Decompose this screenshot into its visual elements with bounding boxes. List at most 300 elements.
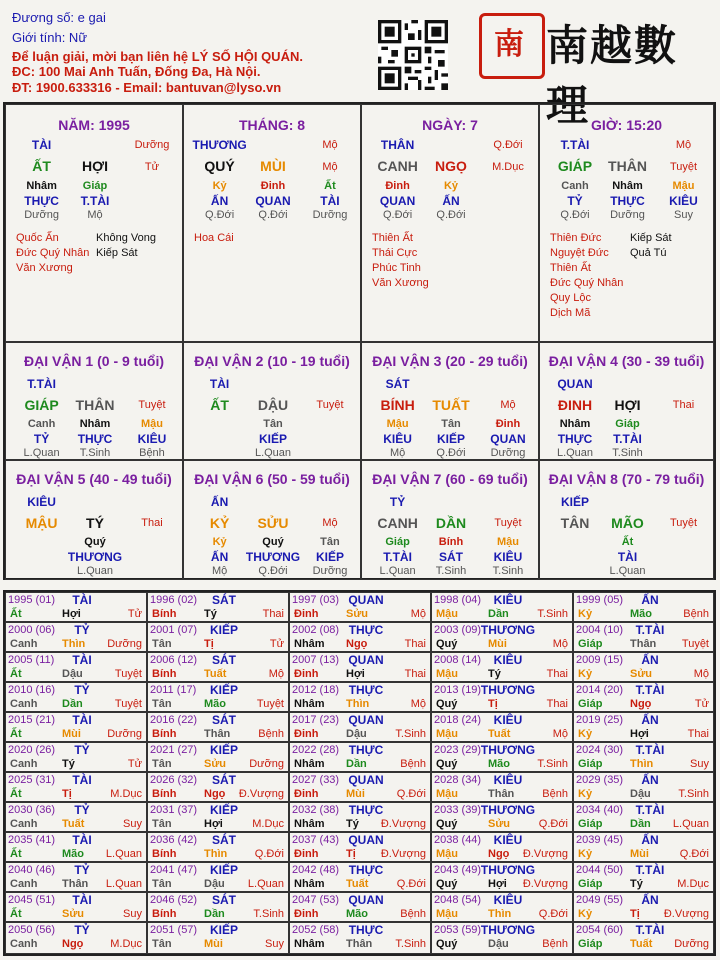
- decade-hidden-star: KIẾP: [315, 550, 344, 564]
- year-label: 2012 (18): [292, 684, 340, 696]
- year-phase: Đ.Vượng: [663, 908, 709, 920]
- hidden-stage: Q.Đới: [204, 209, 235, 221]
- year-star: ẤN: [641, 773, 659, 787]
- year-phase: Đ.Vượng: [380, 848, 426, 860]
- hidden-stem: Kỷ: [443, 180, 459, 192]
- year-stem: Bính: [152, 788, 177, 800]
- year-label: 2003 (09): [434, 624, 482, 636]
- year-star: THỰC: [348, 683, 384, 697]
- year-cell: [5, 892, 147, 922]
- year-branch: Dần: [62, 698, 83, 710]
- year-branch: Ngọ: [346, 638, 368, 650]
- year-star: THƯƠNG: [480, 683, 536, 697]
- year-phase: Tuyệt: [114, 698, 142, 710]
- year-phase: Q.Đới: [679, 848, 709, 860]
- decade-hidden-stem: Mậu: [386, 418, 409, 430]
- year-phase: Thai: [546, 668, 568, 680]
- year-label: 2031 (37): [150, 804, 198, 816]
- year-cell: [147, 862, 289, 892]
- year-label: 2006 (12): [150, 654, 198, 666]
- year-star: QUAN: [348, 893, 384, 907]
- decade-hidden-star: SÁT: [439, 550, 463, 564]
- year-star: KIÊU: [493, 833, 523, 847]
- year-cell: [5, 742, 147, 772]
- qr-code-icon[interactable]: [378, 20, 448, 90]
- year-branch: Thân: [62, 878, 89, 890]
- decade-hidden-stage: Mộ: [211, 565, 228, 577]
- year-label: 2018 (24): [434, 714, 482, 726]
- year-label: 2020 (26): [8, 744, 56, 756]
- year-stem: Mậu: [436, 668, 458, 680]
- year-label: 2050 (56): [8, 924, 56, 936]
- decade-hidden-star: KIẾP: [258, 432, 288, 446]
- decade-title: ĐẠI VẬN 2 (10 - 19 tuổi): [194, 353, 350, 369]
- year-branch: Ngọ: [488, 848, 510, 860]
- year-phase: Tử: [694, 698, 709, 710]
- decade-title: ĐẠI VẬN 3 (20 - 29 tuổi): [372, 353, 528, 369]
- year-star: TÀI: [72, 893, 92, 907]
- decade-hidden-stem: Mậu: [496, 536, 519, 548]
- year-label: 2032 (38): [292, 804, 340, 816]
- year-star: TÀI: [72, 773, 92, 787]
- decade-hidden-stem: Quý: [262, 536, 284, 548]
- year-stem: Giáp: [578, 638, 603, 650]
- decade-hidden-stem: Nhâm: [79, 418, 111, 430]
- decade-hidden-stem: Kỷ: [212, 536, 227, 548]
- year-stem: Canh: [10, 818, 38, 830]
- year-star: TÀI: [72, 653, 92, 667]
- decade-hidden-stage: Bệnh: [139, 447, 165, 459]
- year-label: 2048 (54): [434, 894, 482, 906]
- year-cell: [5, 862, 147, 892]
- year-star: KIÊU: [493, 893, 523, 907]
- life-stage: M.Dục: [492, 161, 524, 173]
- phone-email[interactable]: ĐT: 1900.633316 - Email: bantuvan@lyso.vn: [12, 80, 282, 95]
- year-cell: [289, 802, 431, 832]
- year-stem: Đinh: [294, 608, 319, 620]
- main-chart-grid: [3, 102, 716, 580]
- year-branch: Mùi: [346, 788, 365, 800]
- year-stem: Bính: [152, 908, 177, 920]
- decade-hidden-stage: L.Quan: [556, 447, 594, 459]
- decade-luck-cell: [539, 460, 714, 580]
- year-stem: Canh: [10, 698, 38, 710]
- year-cell: [431, 772, 573, 802]
- year-star: QUAN: [348, 773, 384, 787]
- life-stage: Tuyệt: [669, 161, 698, 173]
- decade-luck-cell: [5, 460, 183, 580]
- decade-phase: Tuyệt: [316, 399, 344, 411]
- year-label: 2040 (46): [8, 864, 56, 876]
- decade-hidden-stage: L.Quan: [379, 565, 416, 577]
- life-stage: Mộ: [322, 161, 338, 173]
- decade-phase: Thai: [141, 517, 163, 529]
- year-label: 2039 (45): [576, 834, 624, 846]
- year-cell: [289, 832, 431, 862]
- address: ĐC: 100 Mai Anh Tuấn, Đống Đa, Hà Nội.: [12, 64, 261, 79]
- heavenly-stem: ẤT: [32, 158, 51, 174]
- year-phase: L.Quan: [105, 878, 142, 890]
- year-phase: Bệnh: [258, 728, 284, 740]
- year-stem: Kỷ: [578, 908, 593, 920]
- decade-hidden-stage: L.Quan: [254, 447, 292, 459]
- decade-hidden-star: T.TÀI: [383, 550, 412, 564]
- year-stem: Mậu: [436, 908, 458, 920]
- year-phase: L.Quan: [247, 878, 284, 890]
- year-label: 2004 (10): [576, 624, 624, 636]
- year-label: 2045 (51): [8, 894, 56, 906]
- hidden-stage: Dưỡng: [610, 209, 645, 221]
- year-phase: Dưỡng: [107, 638, 142, 650]
- year-star: SÁT: [212, 773, 236, 787]
- year-star: ẤN: [641, 893, 659, 907]
- year-cell: [289, 742, 431, 772]
- decade-phase: Mộ: [500, 399, 516, 411]
- decade-stem: ĐINH: [557, 397, 593, 413]
- decade-hidden-stem: Tân: [320, 536, 340, 548]
- pillar-cell: [361, 104, 539, 342]
- decade-stem: BÍNH: [380, 397, 415, 413]
- year-cell: [5, 832, 147, 862]
- year-star: ẤN: [641, 833, 659, 847]
- year-label: 2024 (30): [576, 744, 624, 756]
- year-label: 2029 (35): [576, 774, 624, 786]
- hidden-stem: Kỷ: [212, 180, 227, 192]
- year-phase: T.Sinh: [395, 938, 426, 950]
- year-label: 2037 (43): [292, 834, 340, 846]
- year-label: 2005 (11): [8, 654, 55, 666]
- year-star: T.TÀI: [635, 803, 665, 817]
- year-cell: [431, 682, 573, 712]
- decade-hidden-stem: Tân: [441, 418, 461, 430]
- hidden-stem: Nhâm: [612, 180, 643, 192]
- year-star: TỶ: [74, 743, 90, 757]
- year-cell: [431, 832, 573, 862]
- decade-hidden-stage: T.Sinh: [612, 447, 643, 459]
- year-phase: Q.Đới: [396, 788, 426, 800]
- year-label: 2000 (06): [8, 624, 56, 636]
- year-label: 2052 (58): [292, 924, 340, 936]
- year-cell: [431, 712, 573, 742]
- decade-hidden-stem: Giáp: [615, 418, 640, 430]
- year-star: KIÊU: [493, 593, 523, 607]
- year-branch: Dần: [346, 758, 367, 770]
- year-label: 2013 (19): [434, 684, 482, 696]
- year-stem: Giáp: [578, 698, 603, 710]
- year-star: SÁT: [212, 653, 236, 667]
- year-star: T.TÀI: [635, 863, 665, 877]
- year-star: THƯƠNG: [480, 743, 536, 757]
- spirit-star: Kiếp Sát: [630, 232, 672, 244]
- year-cell: [431, 622, 573, 652]
- year-label: 2046 (52): [150, 894, 198, 906]
- year-cell: [147, 652, 289, 682]
- year-label: 2007 (13): [292, 654, 340, 666]
- year-stem: Ất: [10, 728, 22, 740]
- decade-hidden-stage: L.Quan: [609, 565, 646, 577]
- year-phase: Dưỡng: [674, 938, 709, 950]
- spirit-star: Thái Cực: [372, 247, 418, 259]
- year-label: 2027 (33): [292, 774, 340, 786]
- year-branch: Thìn: [346, 698, 370, 710]
- year-star: KIÊU: [493, 713, 523, 727]
- year-stem: Giáp: [578, 758, 603, 770]
- decade-hidden-stage: Mộ: [389, 447, 406, 459]
- year-star: THỰC: [348, 863, 384, 877]
- decade-title: ĐẠI VẬN 1 (0 - 9 tuổi): [23, 353, 164, 369]
- year-stem: Canh: [10, 878, 38, 890]
- decade-hidden-stage: L.Quan: [23, 447, 60, 459]
- heavenly-stem: CANH: [377, 158, 418, 174]
- year-star: THỰC: [348, 923, 384, 937]
- hidden-ten-god: KIÊU: [669, 194, 698, 208]
- year-cell: [289, 712, 431, 742]
- decade-branch: THÂN: [75, 397, 115, 413]
- year-branch: Thìn: [62, 638, 86, 650]
- hidden-stage: Q.Đới: [436, 209, 466, 221]
- year-cell: [573, 862, 714, 892]
- year-star: TỶ: [74, 623, 90, 637]
- decade-phase: Mộ: [322, 517, 338, 529]
- year-branch: Hợi: [62, 608, 81, 620]
- year-stem: Nhâm: [294, 878, 325, 890]
- year-stem: Tân: [152, 638, 172, 650]
- year-label: 2041 (47): [150, 864, 198, 876]
- year-branch: Dậu: [630, 788, 651, 800]
- year-phase: Mộ: [552, 638, 568, 650]
- decade-branch: SỬU: [257, 515, 289, 531]
- hidden-ten-god: T.TÀI: [80, 194, 110, 208]
- hidden-ten-god: QUAN: [255, 194, 291, 208]
- year-star: KIÊU: [493, 653, 523, 667]
- decade-phase: Tuyệt: [494, 517, 522, 529]
- ten-god-star: THƯƠNG: [192, 138, 247, 152]
- year-star: THƯƠNG: [480, 803, 536, 817]
- year-label: 2010 (16): [8, 684, 56, 696]
- year-star: T.TÀI: [635, 923, 665, 937]
- decade-star: QUAN: [557, 377, 593, 391]
- ten-god-star: T.TÀI: [560, 138, 590, 152]
- hidden-stage: Dưỡng: [312, 209, 348, 221]
- year-cell: [573, 802, 714, 832]
- year-phase: Suy: [265, 938, 284, 950]
- decade-star: T.TÀI: [27, 377, 56, 391]
- year-branch: Sửu: [204, 758, 227, 770]
- year-phase: Tuyệt: [681, 638, 709, 650]
- year-branch: Tuất: [630, 938, 653, 950]
- year-phase: L.Quan: [672, 818, 709, 830]
- spirit-star: Không Vong: [96, 232, 156, 244]
- decade-stem: TÂN: [560, 515, 590, 531]
- year-label: 2033 (39): [434, 804, 482, 816]
- hidden-stem: Ất: [324, 180, 336, 192]
- year-branch: Tuất: [62, 818, 85, 830]
- year-cell: [147, 832, 289, 862]
- year-branch: Tý: [630, 878, 643, 890]
- year-branch: Hợi: [346, 668, 365, 680]
- pillar-cell: [539, 104, 714, 342]
- decade-star: TỶ: [389, 495, 406, 509]
- decade-branch: HỢI: [614, 397, 641, 413]
- year-stem: Ất: [10, 908, 22, 920]
- decade-phase: Tuyệt: [669, 517, 698, 529]
- year-phase: Tử: [127, 758, 142, 770]
- year-cell: [147, 622, 289, 652]
- decade-hidden-star: THỰC: [557, 432, 593, 446]
- year-stem: Ất: [10, 788, 22, 800]
- pillar-cell: [183, 104, 361, 342]
- year-star: THƯƠNG: [480, 863, 536, 877]
- decade-hidden-star: TỶ: [33, 432, 50, 446]
- year-cell: [573, 832, 714, 862]
- year-stem: Kỷ: [578, 608, 593, 620]
- year-cell: [147, 892, 289, 922]
- year-label: 2047 (53): [292, 894, 340, 906]
- decade-luck-cell: [5, 342, 183, 460]
- brand-logo: 南越數理: [546, 21, 679, 130]
- year-cell: [573, 712, 714, 742]
- year-stem: Canh: [10, 938, 38, 950]
- year-star: ẤN: [641, 713, 659, 727]
- year-star: T.TÀI: [635, 743, 665, 757]
- earthly-branch: MÙI: [260, 158, 286, 174]
- year-branch: Tuất: [346, 878, 369, 890]
- decade-hidden-star: QUAN: [490, 432, 526, 446]
- year-star: TỶ: [74, 923, 90, 937]
- hidden-stage: Dưỡng: [24, 209, 59, 221]
- year-label: 2002 (08): [292, 624, 340, 636]
- spirit-star: Nguyệt Đức: [550, 247, 609, 259]
- year-phase: Đ.Vượng: [380, 818, 426, 830]
- year-phase: Đ.Vượng: [238, 788, 284, 800]
- year-branch: Tý: [346, 818, 359, 830]
- hidden-stage: Mộ: [87, 209, 103, 221]
- year-label: 2054 (60): [576, 924, 624, 936]
- decade-hidden-star: THỰC: [77, 432, 113, 446]
- year-cell: [431, 922, 573, 954]
- year-branch: Mão: [346, 908, 368, 920]
- year-branch: Sửu: [346, 608, 369, 620]
- year-label: 2021 (27): [150, 744, 198, 756]
- year-stem: Quý: [436, 938, 458, 950]
- decade-hidden-stage: T.Sinh: [79, 447, 111, 459]
- year-label: 2030 (36): [8, 804, 56, 816]
- year-phase: Tử: [269, 638, 284, 650]
- year-star: QUAN: [348, 653, 384, 667]
- year-star: THƯƠNG: [480, 623, 536, 637]
- decade-hidden-stem: Canh: [27, 418, 56, 430]
- year-cell: [5, 802, 147, 832]
- year-phase: L.Quan: [105, 848, 142, 860]
- year-stem: Tân: [152, 818, 172, 830]
- decade-hidden-star: TÀI: [617, 550, 638, 564]
- decade-hidden-stage: Dưỡng: [490, 447, 526, 459]
- year-star: SÁT: [212, 893, 236, 907]
- year-phase: Thai: [262, 608, 284, 620]
- year-stem: Ất: [10, 848, 22, 860]
- year-phase: Thai: [404, 668, 426, 680]
- year-label: 2015 (21): [8, 714, 56, 726]
- decade-star: KIẾP: [560, 495, 590, 509]
- year-stem: Đinh: [294, 728, 319, 740]
- year-star: TỶ: [74, 683, 90, 697]
- year-stem: Đinh: [294, 668, 319, 680]
- year-branch: Thìn: [204, 848, 228, 860]
- year-cell: [573, 652, 714, 682]
- year-phase: Suy: [123, 908, 142, 920]
- year-cell: [573, 922, 714, 954]
- year-branch: Tý: [204, 608, 217, 620]
- year-phase: M.Dục: [252, 818, 284, 830]
- year-cell: [5, 922, 147, 954]
- decade-hidden-star: THƯƠNG: [67, 550, 123, 564]
- year-phase: Q.Đới: [538, 908, 568, 920]
- earthly-branch: THÂN: [608, 158, 647, 174]
- year-branch: Thân: [630, 638, 657, 650]
- year-phase: Tuyệt: [256, 698, 284, 710]
- decade-hidden-stage: L.Quan: [76, 565, 114, 577]
- year-star: SÁT: [212, 833, 236, 847]
- hidden-stage: Suy: [674, 209, 693, 221]
- year-stem: Canh: [10, 638, 38, 650]
- decade-title: ĐẠI VẬN 6 (50 - 59 tuổi): [194, 471, 350, 487]
- year-stem: Mậu: [436, 848, 458, 860]
- year-cell: [5, 712, 147, 742]
- hidden-stem: Canh: [561, 180, 589, 192]
- year-branch: Mùi: [630, 848, 649, 860]
- year-cell: [5, 592, 147, 622]
- year-label: 2043 (49): [434, 864, 482, 876]
- year-cell: [431, 742, 573, 772]
- decade-hidden-stage: Q.Đới: [258, 565, 288, 577]
- decade-hidden-stage: T.Sinh: [492, 565, 524, 577]
- year-cell: [289, 772, 431, 802]
- year-phase: M.Dục: [110, 788, 142, 800]
- life-stage: Mộ: [675, 139, 692, 151]
- year-cell: [289, 652, 431, 682]
- year-stem: Ất: [10, 668, 22, 680]
- year-cell: [147, 742, 289, 772]
- year-branch: Mão: [62, 848, 84, 860]
- year-phase: T.Sinh: [537, 758, 568, 770]
- year-cell: [431, 892, 573, 922]
- year-cell: [431, 862, 573, 892]
- year-branch: Thân: [204, 728, 231, 740]
- year-branch: Sửu: [630, 668, 653, 680]
- spirit-star: Đức Quý Nhân: [550, 277, 624, 289]
- year-cell: [147, 712, 289, 742]
- year-stem: Quý: [436, 818, 458, 830]
- year-star: KIẾP: [209, 923, 239, 937]
- year-phase: Đ.Vượng: [522, 848, 568, 860]
- year-branch: Dậu: [62, 668, 83, 680]
- decade-hidden-star: KIÊU: [493, 550, 523, 564]
- year-branch: Tị: [630, 908, 640, 920]
- year-cell: [5, 652, 147, 682]
- year-star: TÀI: [72, 593, 92, 607]
- year-stem: Canh: [10, 758, 38, 770]
- year-label: 2034 (40): [576, 804, 624, 816]
- year-stem: Giáp: [578, 938, 603, 950]
- decade-branch: MÃO: [611, 515, 644, 531]
- year-stem: Tân: [152, 938, 172, 950]
- hidden-ten-god: ẤN: [210, 194, 229, 208]
- ten-god-star: TÀI: [31, 138, 52, 152]
- decade-hidden-star: KIÊU: [383, 432, 412, 446]
- hidden-ten-god: ẤN: [442, 194, 460, 208]
- year-star: KIẾP: [209, 803, 239, 817]
- year-cell: [573, 592, 714, 622]
